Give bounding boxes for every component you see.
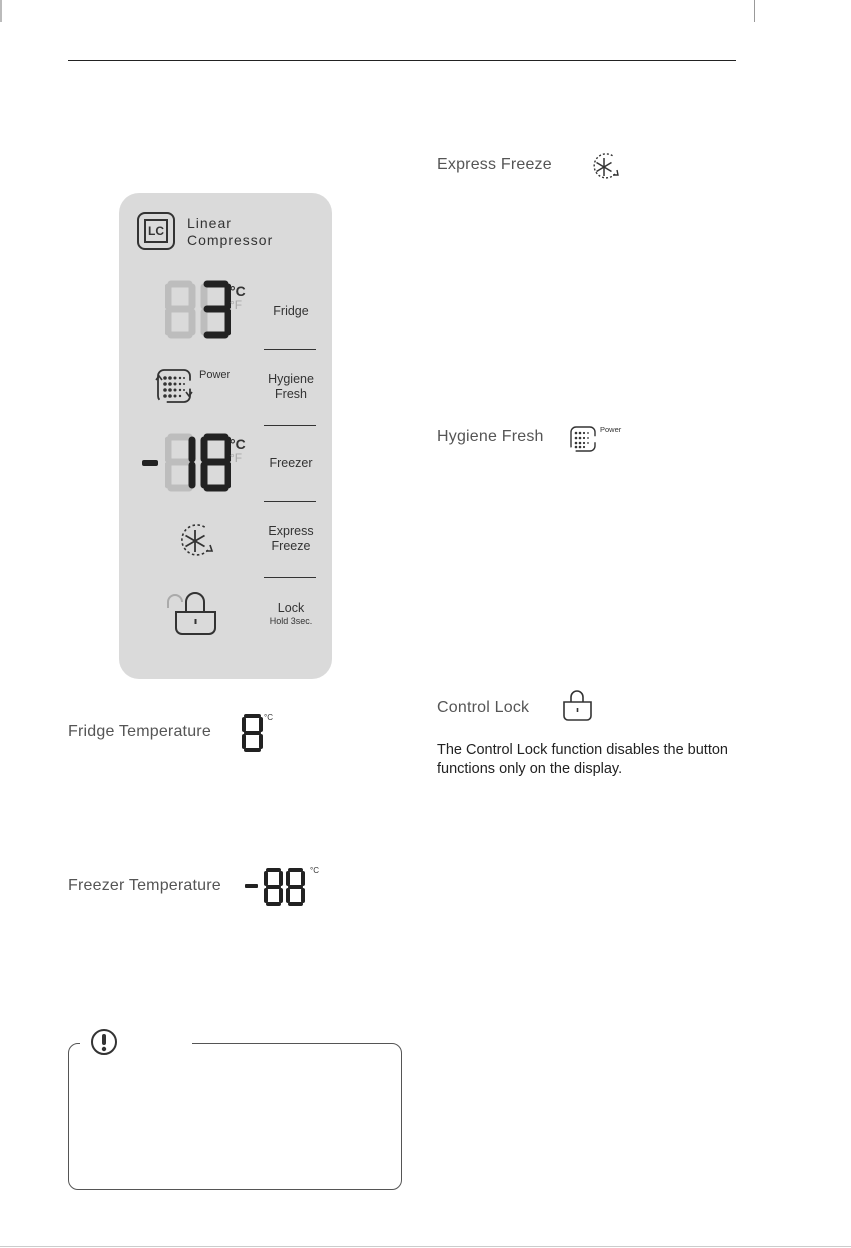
fridge-unit-f: °F bbox=[230, 298, 243, 312]
express-freeze-icon bbox=[173, 518, 219, 562]
freezer-unit: °C bbox=[310, 866, 319, 875]
freezer-unit-f: °F bbox=[230, 451, 243, 465]
divider bbox=[264, 425, 316, 426]
hygiene-fresh-small-icon bbox=[566, 424, 600, 454]
freezer-digits-icon bbox=[263, 867, 309, 907]
fridge-button[interactable]: Fridge bbox=[273, 304, 309, 318]
freezer-minus-icon bbox=[245, 884, 258, 888]
freezer-unit-c: °C bbox=[230, 436, 246, 452]
notice-icon bbox=[89, 1027, 119, 1057]
express-freeze-heading: Express Freeze bbox=[437, 156, 552, 173]
power-label: Power bbox=[199, 369, 231, 381]
lock-label: Lock bbox=[277, 601, 305, 615]
hygiene-fresh-heading: Hygiene Fresh bbox=[437, 428, 544, 445]
hygiene-power-label: Power bbox=[600, 425, 622, 434]
freezer-button[interactable]: Freezer bbox=[269, 456, 313, 470]
fridge-unit: °C bbox=[264, 713, 273, 722]
minus-segment bbox=[142, 460, 158, 466]
control-lock-heading: Control Lock bbox=[437, 699, 530, 716]
hygiene-line-2: Fresh bbox=[275, 387, 307, 401]
hygiene-line-1: Hygiene bbox=[268, 372, 314, 386]
lock-hint: Hold 3sec. bbox=[269, 616, 313, 626]
hygiene-fresh-button[interactable] bbox=[262, 372, 320, 402]
express-line-2: Freeze bbox=[271, 539, 311, 553]
freezer-temperature-heading: Freezer Temperature bbox=[68, 877, 221, 894]
fridge-temperature-heading: Fridge Temperature bbox=[68, 723, 211, 740]
express-freeze-small-icon bbox=[585, 148, 625, 184]
control-lock-description bbox=[437, 741, 797, 779]
control-lock-small-icon bbox=[560, 688, 594, 724]
logo-line-2: Compressor bbox=[187, 232, 274, 248]
crop-mark bbox=[0, 1246, 851, 1247]
express-line-1: Express bbox=[268, 524, 314, 538]
note-box bbox=[68, 1043, 402, 1190]
logo-line-1: Linear bbox=[187, 215, 232, 231]
description-line-1: The Control Lock function disables the button bbox=[437, 742, 728, 758]
lc-logo-text: LC bbox=[144, 219, 168, 243]
header-rule bbox=[68, 60, 736, 61]
lock-icon bbox=[160, 588, 220, 638]
description-line-2: functions only on the display. bbox=[437, 761, 623, 777]
freezer-temperature-display bbox=[165, 433, 231, 493]
divider bbox=[264, 349, 316, 350]
fridge-temperature-display bbox=[165, 280, 231, 340]
express-freeze-button[interactable] bbox=[262, 524, 320, 554]
crop-mark bbox=[754, 0, 755, 22]
divider bbox=[264, 577, 316, 578]
lock-button[interactable] bbox=[262, 601, 320, 627]
hygiene-fresh-icon bbox=[153, 366, 195, 406]
crop-mark bbox=[0, 0, 2, 22]
logo-label bbox=[187, 215, 273, 249]
fridge-digit-icon bbox=[241, 713, 265, 753]
divider bbox=[264, 501, 316, 502]
fridge-unit-c: °C bbox=[230, 283, 246, 299]
